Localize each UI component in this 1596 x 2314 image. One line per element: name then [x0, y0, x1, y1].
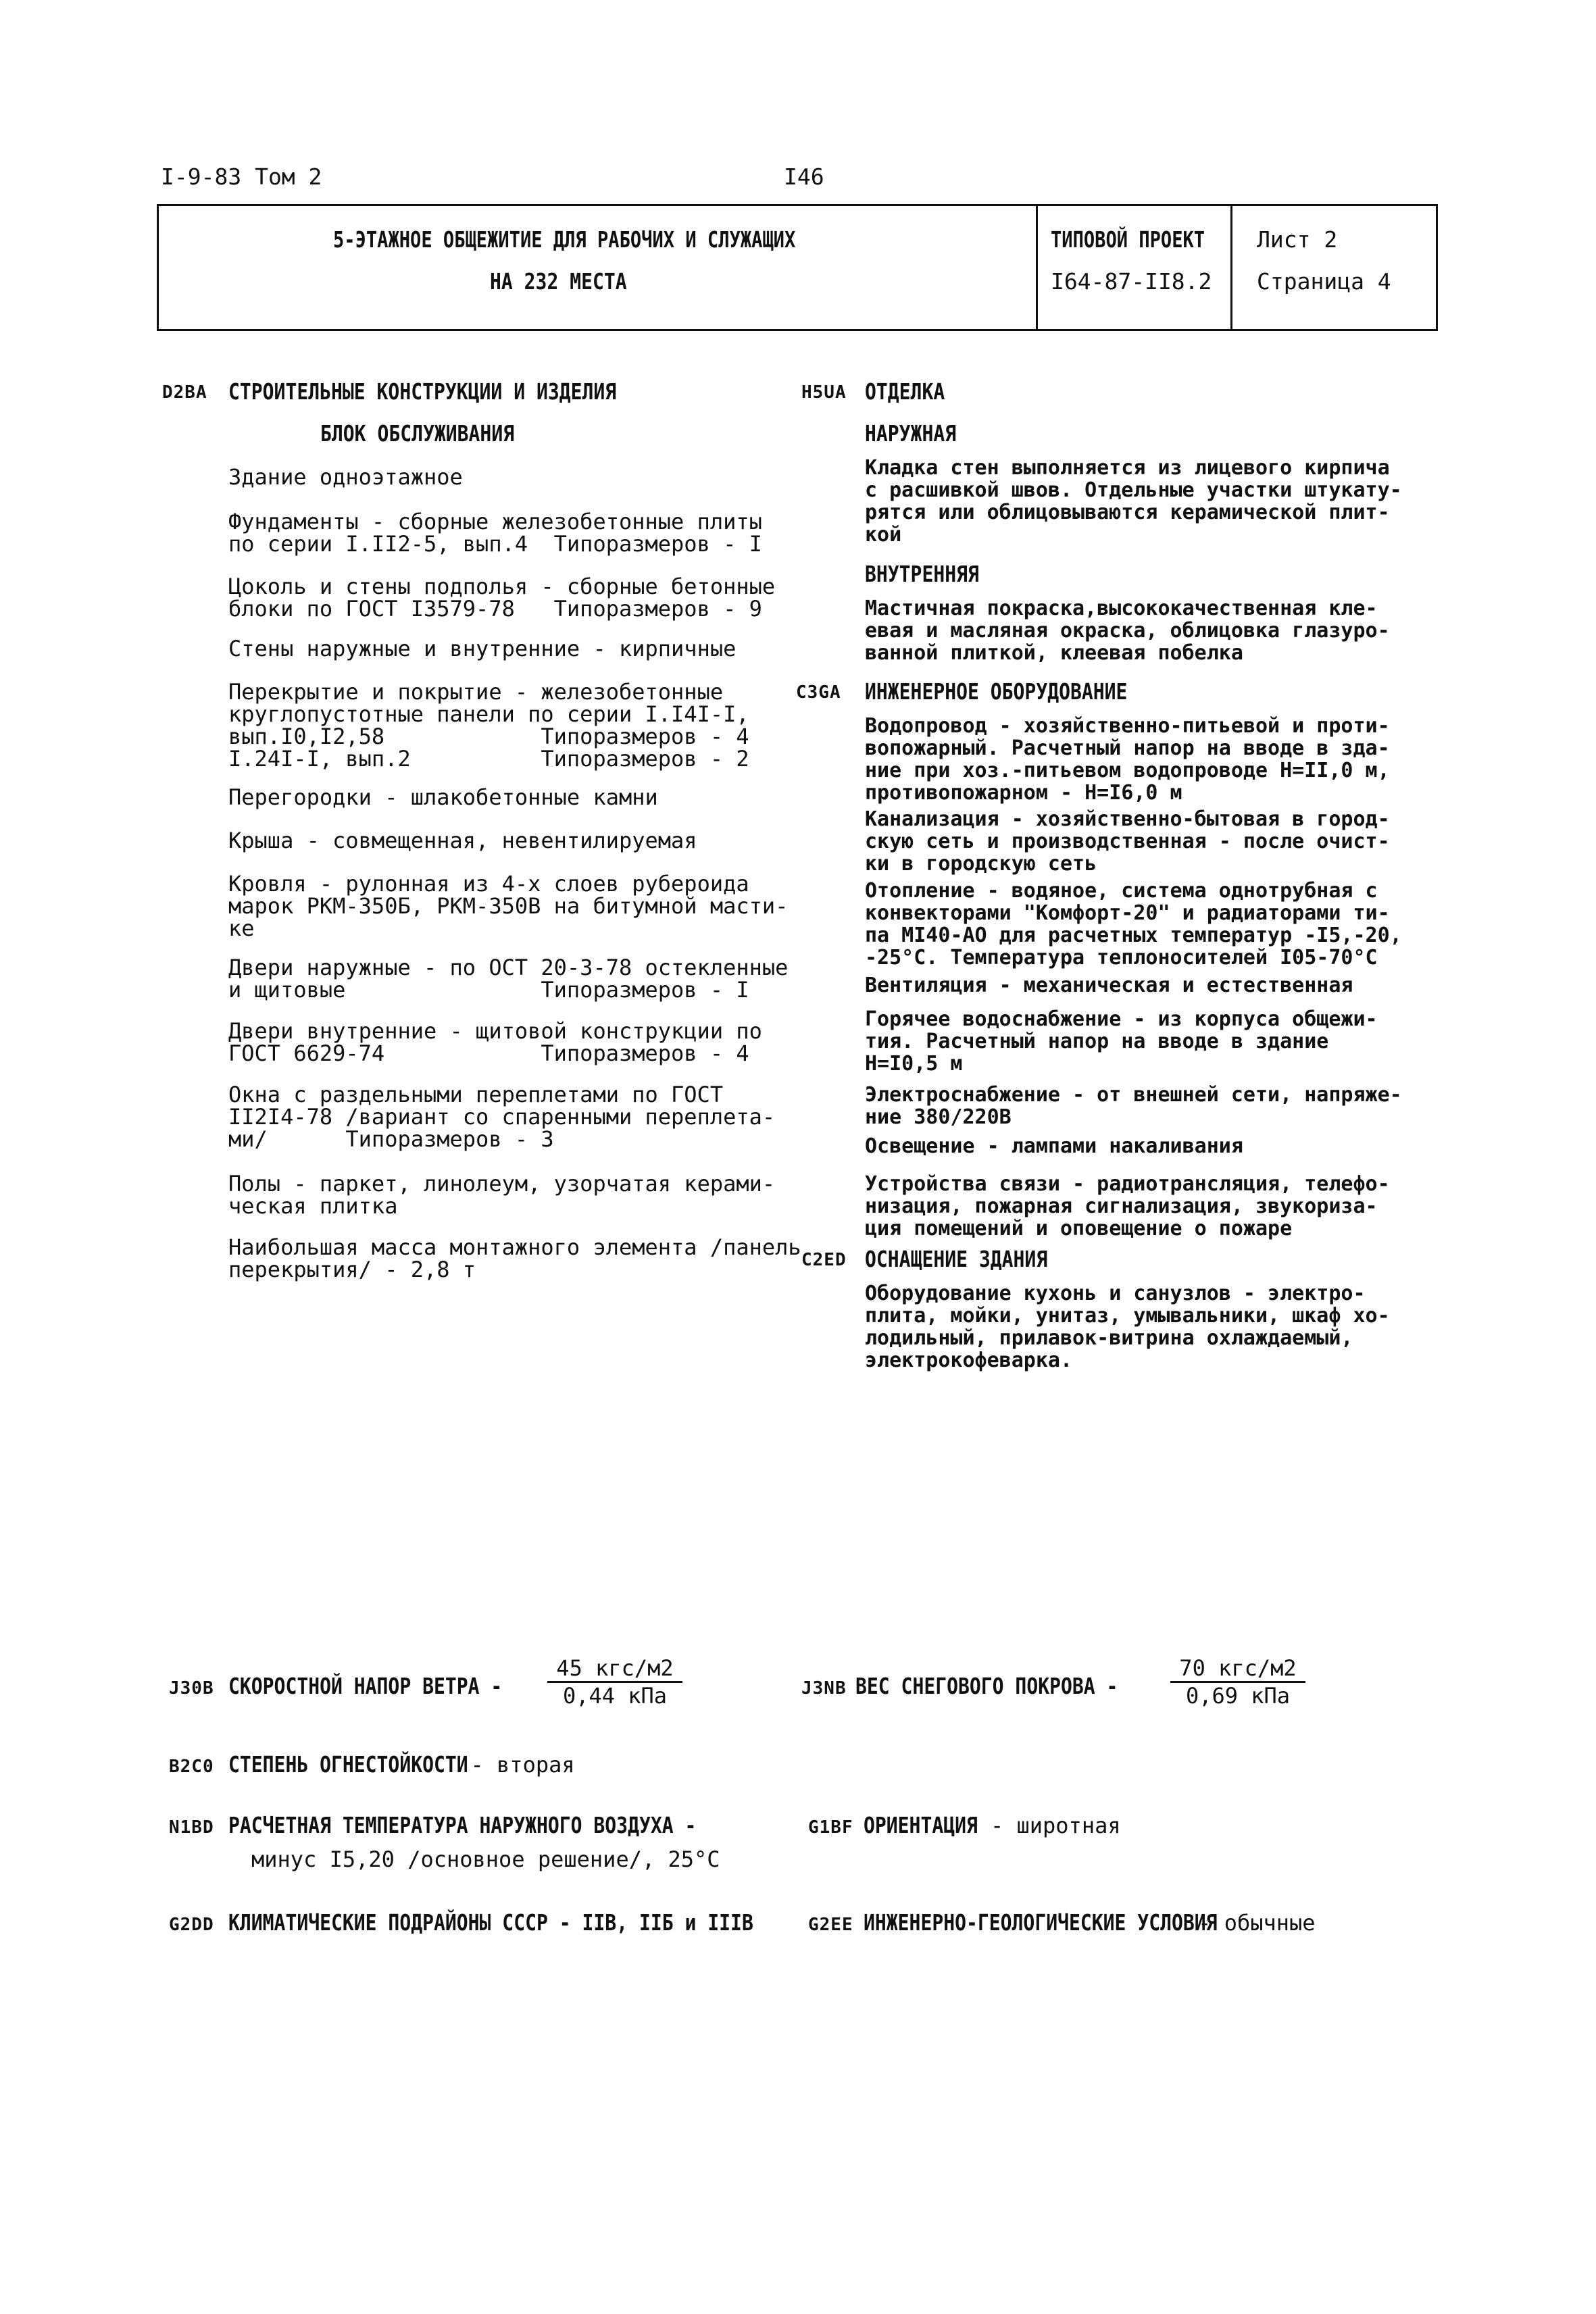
wind-pressure-label: СКОРОСТНОЙ НАПОР ВЕТРА - [228, 1673, 503, 1699]
parameter-code: J30B [169, 1678, 214, 1699]
orientation-line [864, 1812, 1121, 1838]
climate-subregions: КЛИМАТИЧЕСКИЕ ПОДРАЙОНЫ СССР - IIВ, IIБ и IIIВ [228, 1909, 753, 1936]
engineering-item: Горячее водоснабжение - из корпуса общежи- тия. Расчетный напор на вводе в здание Н=I0,5 м [865, 1007, 1378, 1076]
inner-finish-text: Мастичная покраска,высококачественная кле- евая и масляная окраска, облицовка глазуро- ванной плиткой, клеевая побелка [865, 597, 1390, 665]
parameter-code: J3NB [801, 1678, 847, 1699]
wind-pressure-denominator: 0,44 кПа [562, 1683, 668, 1709]
construction-item: Перегородки - шлакобетонные камни [228, 784, 658, 810]
construction-item: Крыша - совмещенная, невентилируемая [228, 828, 697, 853]
subheading-outer: НАРУЖНАЯ [865, 420, 957, 447]
section-code: C2ED [801, 1250, 847, 1270]
construction-item: Кровля - рулонная из 4-х слоев рубероида марок РКМ-350Б, РКМ-350В на битумной масти- ке [228, 871, 789, 941]
snow-load-label: ВЕС СНЕГОВОГО ПОКРОВА - [855, 1673, 1118, 1699]
geological-conditions-value: - обычные [1184, 1910, 1316, 1936]
wind-pressure-value [547, 1655, 682, 1709]
subheading-inner: ВНУТРЕННЯЯ [865, 561, 979, 587]
project-type-label: ТИПОВОЙ ПРОЕКТ [1051, 226, 1205, 253]
construction-item: Наибольшая масса монтажного элемента /панель перекрытия/ - 2,8 т [228, 1234, 801, 1282]
parameter-code: B2C0 [169, 1757, 214, 1777]
engineering-item: Водопровод - хозяйственно-питьевой и проти- вопожарный. Расчетный напор на вводе в зда- ние при хоз.-питьевом водопроводе Н=II,0 м, противопожарном - Н=I6,0 м [865, 714, 1390, 805]
outdoor-temperature-label: РАСЧЕТНАЯ ТЕМПЕРАТУРА НАРУЖНОГО ВОЗДУХА - [228, 1812, 697, 1838]
sheet-number: Лист 2 [1257, 226, 1338, 253]
project-number: I64-87-II8.2 [1051, 268, 1212, 295]
parameter-code: N1BD [169, 1817, 214, 1838]
section-code: H5UA [801, 382, 847, 403]
geological-conditions-label: ИНЖЕНЕРНО-ГЕОЛОГИЧЕСКИЕ УСЛОВИЯ [864, 1909, 1218, 1936]
section-heading-engineering: ИНЖЕНЕРНОЕ ОБОРУДОВАНИЕ [865, 678, 1128, 705]
construction-item: Фундаменты - сборные железобетонные плиты по серии I.II2-5, вып.4 Типоразмеров - I [228, 509, 762, 557]
page-reference: Страница 4 [1257, 268, 1391, 295]
construction-item: Стены наружные и внутренние - кирпичные [228, 636, 737, 661]
construction-item: Окна с раздельными переплетами по ГОСТ II2I4-78 /вариант со спаренными переплета- ми/ Типоразмеров - 3 [228, 1082, 776, 1152]
document-series: I-9-83 Том 2 [161, 164, 322, 190]
orientation-value: - широтная [977, 1813, 1121, 1838]
construction-item: Цоколь и стены подполья - сборные бетонные блоки по ГОСТ I3579-78 Типоразмеров - 9 [228, 574, 776, 622]
section-heading-construction: СТРОИТЕЛЬНЫЕ КОНСТРУКЦИИ И ИЗДЕЛИЯ [228, 378, 617, 405]
fire-resistance-line [228, 1751, 575, 1778]
construction-item: Двери наружные - по ОСТ 20-3-78 остекленные и щитовые Типоразмеров - I [228, 955, 789, 1003]
fire-resistance-label: СТЕПЕНЬ ОГНЕСТОЙКОСТИ [228, 1751, 468, 1778]
parameter-code: G1BF [808, 1817, 853, 1838]
construction-item: Здание одноэтажное [228, 464, 463, 490]
engineering-item: Канализация - хозяйственно-бытовая в город- скую сеть и производственная - после очист- ки в городскую сеть [865, 807, 1390, 876]
title-block-divider [1036, 206, 1038, 329]
project-title-line2: НА 232 МЕСТА [490, 268, 627, 295]
engineering-item: Электроснабжение - от внешней сети, напряже- ние 380/220В [865, 1083, 1402, 1129]
equipment-text: Оборудование кухонь и санузлов - электро- плита, мойки, унитаз, умывальники, шкаф хо- лодильный, прилавок-витрина охлаждаемый, электрокофеварка. [865, 1282, 1390, 1372]
wind-pressure-numerator: 45 кгс/м2 [547, 1655, 682, 1683]
title-block-divider [1230, 206, 1232, 329]
outer-finish-text: Кладка стен выполняется из лицевого кирпича с расшивкой швов. Отдельные участки штукату- рятся или облицовываются керамической плит- кой [865, 456, 1402, 547]
title-block [157, 204, 1438, 331]
section-code: C3GA [796, 682, 841, 703]
construction-item: Двери внутренние - щитовой конструкции по ГОСТ 6629-74 Типоразмеров - 4 [228, 1018, 762, 1066]
snow-load-denominator: 0,69 кПа [1185, 1683, 1291, 1709]
parameter-code: G2EE [808, 1915, 853, 1935]
orientation-label: ОРИЕНТАЦИЯ [864, 1812, 978, 1838]
section-heading-finish: ОТДЕЛКА [865, 378, 945, 405]
snow-load-numerator: 70 кгс/м2 [1170, 1655, 1305, 1683]
page-number: I46 [784, 164, 824, 190]
section-code: D2BA [162, 382, 207, 403]
engineering-item: Освещение - лампами накаливания [865, 1134, 1243, 1158]
section-heading-equipment: ОСНАЩЕНИЕ ЗДАНИЯ [865, 1246, 1048, 1272]
parameter-code: G2DD [169, 1915, 214, 1935]
construction-item: Полы - паркет, линолеум, узорчатая керами- ческая плитка [228, 1171, 776, 1219]
geological-conditions-line [864, 1909, 1316, 1936]
engineering-item: Устройства связи - радиотрансляция, телефо- низация, пожарная сигнализация, звукориза- ция помещений и оповещение о пожаре [865, 1172, 1390, 1240]
project-title-line1: 5-ЭТАЖНОЕ ОБЩЕЖИТИЕ ДЛЯ РАБОЧИХ И СЛУЖАЩИХ [333, 226, 796, 253]
construction-item: Перекрытие и покрытие - железобетонные круглопустотные панели по серии I.I4I-I, вып.I0,I2,58 Типоразмеров - 4 I.24I-I, вып.2 Типоразмеров - 2 [228, 679, 749, 772]
snow-load-value [1170, 1655, 1305, 1709]
fire-resistance-value: - вторая [457, 1752, 575, 1778]
outdoor-temperature-value: минус I5,20 /основное решение/, 25°С [251, 1846, 720, 1872]
subheading-service-block: БЛОК ОБСЛУЖИВАНИЯ [320, 420, 515, 447]
engineering-item: Вентиляция - механическая и естественная [865, 974, 1353, 997]
engineering-item: Отопление - водяное, система однотрубная с конвекторами "Комфорт-20" и радиаторами ти- па МI40-АО для расчетных температур -I5,-20, -25°С. Температура теплоносителей I05-70°С [865, 879, 1402, 970]
